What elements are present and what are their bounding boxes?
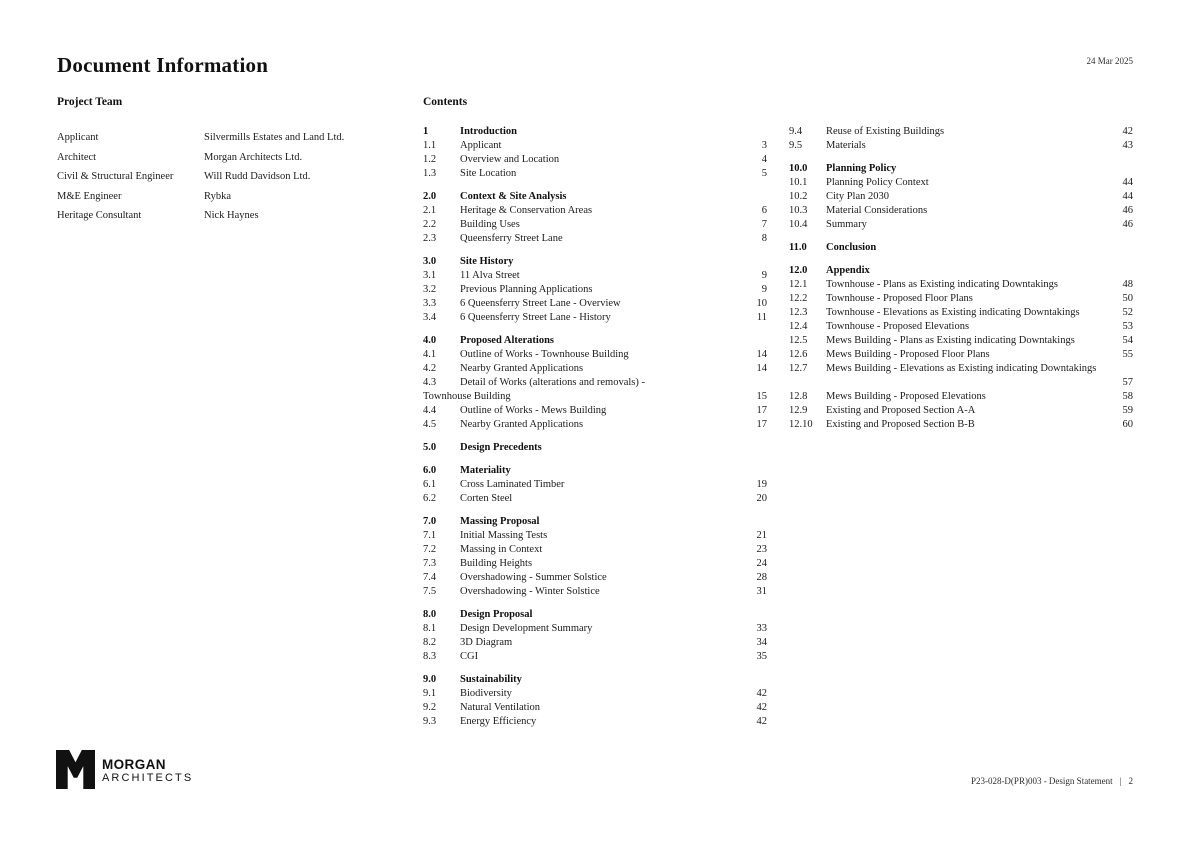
toc-item-title: Material Considerations [826,205,928,216]
toc-item-page: 15 [756,391,767,402]
toc-item-number: 8.2 [423,637,437,648]
toc-item-title: Materials [826,140,866,151]
toc-item-page: 44 [1122,191,1133,202]
toc-item-number: 4.4 [423,405,437,416]
toc-item-page: 33 [756,623,767,634]
toc-section-title: Context & Site Analysis [460,191,567,202]
toc-item [423,348,767,362]
toc-item-number: 3.2 [423,284,437,295]
toc-item [423,622,767,636]
toc-item-number: 9.5 [789,140,803,151]
toc-item [789,362,1133,390]
team-name: Rybka [204,190,231,202]
toc-item-title: CGI [460,651,479,662]
toc-item-number: 12.7 [789,363,808,374]
toc-item-number: 4.1 [423,349,437,360]
toc-item [423,492,767,506]
toc-item-page: 17 [756,405,767,416]
toc-item-title: 11 Alva Street [460,270,520,281]
toc-item-page: 46 [1122,219,1133,230]
toc-item [423,232,767,246]
toc-item [789,320,1133,334]
toc-item [423,376,767,404]
toc-section-header [789,264,1133,278]
toc-item-page: 24 [756,558,767,569]
toc-item-title: Massing in Context [460,544,543,555]
toc-item [423,311,767,325]
toc-item-title: Initial Massing Tests [460,530,548,541]
toc-item [789,176,1133,190]
toc-item-number: 12.10 [789,419,813,430]
toc-column-2 [789,125,1133,432]
toc-section-number: 3.0 [423,256,437,267]
toc-item [423,297,767,311]
toc-item-title-line2: Townhouse Building [423,391,511,402]
toc-item-page: 17 [756,419,767,430]
toc-item-title: Energy Efficiency [460,716,537,727]
toc-section-number: 9.0 [423,674,437,685]
toc-item-title: Design Development Summary [460,623,593,634]
toc-item-page: 19 [756,479,767,490]
project-team-heading: Project Team [57,96,123,108]
toc-item-page: 48 [1122,279,1133,290]
toc-section-number: 5.0 [423,442,437,453]
toc-item-page: 53 [1122,321,1133,332]
toc-item-title: Previous Planning Applications [460,284,593,295]
toc-item-number: 3.1 [423,270,437,281]
toc-item [423,283,767,297]
project-team-list [57,131,401,229]
toc-item-number: 3.4 [423,312,437,323]
toc-item-number: 8.3 [423,651,437,662]
toc-item [789,125,1133,139]
toc-item-number: 1.3 [423,168,437,179]
toc-section-header [789,241,1133,255]
toc-item-title: Building Heights [460,558,533,569]
toc-item-title: Detail of Works (alterations and removals) - [460,377,645,388]
toc-item-number: 1.1 [423,140,437,151]
toc-item-number: 12.4 [789,321,808,332]
toc-item-page: 9 [761,284,767,295]
toc-section-number: 11.0 [789,242,807,253]
toc-section-header [423,464,767,478]
toc-item-title: Heritage & Conservation Areas [460,205,593,216]
toc-item-page: 43 [1122,140,1133,151]
toc-item-title: Nearby Granted Applications [460,419,584,430]
toc-item-title: Applicant [460,140,502,151]
toc-item-page: 42 [756,702,767,713]
toc-item-number: 12.8 [789,391,808,402]
footer [971,776,1133,786]
toc-item-number: 9.4 [789,126,803,137]
toc-section-number: 4.0 [423,335,437,346]
toc-item-page: 50 [1122,293,1133,304]
toc-section-title: Appendix [826,265,870,276]
toc-item [423,218,767,232]
toc-section-title: Design Proposal [460,609,533,620]
toc-item-title: Biodiversity [460,688,512,699]
toc-item-page: 57 [1122,377,1133,388]
toc-item [423,557,767,571]
toc-section-header [423,441,767,455]
toc-section-header [789,162,1133,176]
toc-item-number: 7.3 [423,558,437,569]
page-title: Document Information [57,53,269,77]
toc-item-title: 6 Queensferry Street Lane - History [460,312,611,323]
toc-item-number: 7.1 [423,530,437,541]
toc-item-title: Planning Policy Context [826,177,929,188]
toc-item-page: 58 [1122,391,1133,402]
toc-item-title: 6 Queensferry Street Lane - Overview [460,298,621,309]
toc-item [423,543,767,557]
toc-item-page: 5 [761,168,767,179]
toc-item-number: 4.5 [423,419,437,430]
toc-item-title: Townhouse - Proposed Floor Plans [826,293,973,304]
toc-section-title: Massing Proposal [460,516,540,527]
team-role: M&E Engineer [57,190,122,202]
toc-item-title: Mews Building - Proposed Elevations [826,391,986,402]
toc-item [423,571,767,585]
toc-item-number: 2.1 [423,205,437,216]
team-name: Nick Haynes [204,210,259,221]
toc-item-number: 7.4 [423,572,437,583]
toc-item-number: 4.3 [423,377,437,388]
toc-section-number: 2.0 [423,191,437,202]
team-role: Applicant [57,132,99,143]
toc-section-title: Sustainability [460,674,522,685]
toc-item-title: Mews Building - Plans as Existing indicating Downtakings [826,335,1075,346]
toc-item-page: 14 [756,349,767,360]
toc-item [423,269,767,283]
toc-section-title: Site History [460,256,514,267]
toc-section-header [423,515,767,529]
toc-item-title: Outline of Works - Mews Building [460,405,607,416]
toc-item-title: Overshadowing - Summer Solstice [460,572,607,583]
toc-item-page: 23 [756,544,767,555]
toc-item [789,278,1133,292]
toc-item-page: 46 [1122,205,1133,216]
toc-section-number: 1 [423,126,429,137]
toc-section-title: Conclusion [826,242,877,253]
toc-item [423,167,767,181]
toc-item-number: 4.2 [423,363,437,374]
toc-item-number: 12.1 [789,279,808,290]
toc-section-number: 6.0 [423,465,437,476]
toc-item [423,687,767,701]
toc-item-page: 10 [756,298,767,309]
toc-item-page: 34 [756,637,767,648]
toc-item [423,153,767,167]
toc-section-title: Planning Policy [826,163,897,174]
toc-item [423,636,767,650]
date: 24 Mar 2025 [1086,56,1133,66]
toc-item-page: 59 [1122,405,1133,416]
toc-item [789,348,1133,362]
toc-item-number: 6.1 [423,479,437,490]
toc-item-title: Corten Steel [460,493,513,504]
toc-item-title: Existing and Proposed Section A-A [826,405,976,416]
team-role: Architect [57,151,97,163]
toc-section-number: 10.0 [789,163,808,174]
toc-item [789,306,1133,320]
toc-item-title: Outline of Works - Townhouse Building [460,349,629,360]
team-name: Silvermills Estates and Land Ltd. [204,132,345,143]
toc-item-number: 12.9 [789,405,808,416]
toc-item-page: 42 [756,716,767,727]
toc-item [789,334,1133,348]
toc-item-number: 12.6 [789,349,808,360]
toc-item-title: Building Uses [460,219,520,230]
team-role: Civil & Structural Engineer [57,171,174,182]
toc-item-page: 21 [756,530,767,541]
toc-item-number: 2.3 [423,233,437,244]
toc-section-number: 7.0 [423,516,437,527]
toc-item-title: Existing and Proposed Section B-B [826,419,975,430]
toc-item [423,139,767,153]
toc-item-page: 60 [1122,419,1133,430]
toc-item-number: 10.2 [789,191,808,202]
team-row [57,170,401,184]
toc-item-page: 31 [756,586,767,597]
toc-item-page: 7 [761,219,767,230]
toc-item-page: 6 [761,205,767,216]
team-role: Heritage Consultant [57,210,142,221]
footer-reference: P23-028-D(PR)003 - Design Statement [970,776,1113,786]
toc-item [423,529,767,543]
toc-item-page: 8 [761,233,767,244]
toc-item-number: 12.2 [789,293,808,304]
morgan-m-icon [56,750,95,789]
footer-page-number: 2 [1128,776,1133,786]
team-row [57,209,401,223]
toc-item-title: Reuse of Existing Buildings [826,126,945,137]
toc-item [789,418,1133,432]
toc-item-page: 14 [756,363,767,374]
toc-item-number: 3.3 [423,298,437,309]
team-row [57,131,401,145]
toc-item [789,218,1133,232]
toc-section-header [423,673,767,687]
toc-item-number: 12.5 [789,335,808,346]
toc-item-number: 12.3 [789,307,808,318]
toc-section-header [423,608,767,622]
toc-item-page: 35 [756,651,767,662]
team-row [57,151,401,165]
toc-item-number: 2.2 [423,219,437,230]
toc-item-title: Cross Laminated Timber [460,479,565,490]
toc-section-title: Introduction [460,126,517,137]
toc-item-page: 44 [1122,177,1133,188]
toc-item [423,204,767,218]
toc-item-title: Mews Building - Proposed Floor Plans [826,349,990,360]
toc-item-title: Queensferry Street Lane [460,233,563,244]
toc-section-header [423,190,767,204]
toc-item-title: Townhouse - Elevations as Existing indicating Downtakings [826,307,1080,318]
toc-item-title: Nearby Granted Applications [460,363,584,374]
toc-item-number: 10.4 [789,219,808,230]
toc-item-number: 7.5 [423,586,437,597]
team-name: Will Rudd Davidson Ltd. [204,171,311,182]
toc-item [423,404,767,418]
toc-item-number: 1.2 [423,154,437,165]
toc-item [789,139,1133,153]
toc-item-number: 7.2 [423,544,437,555]
toc-item-title: Townhouse - Plans as Existing indicating Downtakings [826,279,1058,290]
toc-item-title: Overview and Location [460,154,560,165]
logo-text [102,758,193,784]
toc-item-number: 9.2 [423,702,437,713]
toc-item-number: 6.2 [423,493,437,504]
toc-item-title: Overshadowing - Winter Solstice [460,586,600,597]
toc-section-header [423,255,767,269]
toc-section-title: Design Precedents [460,442,542,453]
toc-item-page: 28 [756,572,767,583]
toc-item-title-line2 [789,376,1115,390]
toc-item-page: 9 [761,270,767,281]
toc-item-title: Natural Ventilation [460,702,540,713]
toc-section-number: 12.0 [789,265,808,276]
toc-item-page: 3 [761,140,767,151]
toc-item-number: 8.1 [423,623,437,634]
footer-separator: | [1119,776,1122,786]
toc-item [423,418,767,432]
toc-section-header [423,334,767,348]
toc-section-title: Materiality [460,465,511,476]
toc-item [789,190,1133,204]
toc-item-page: 42 [1122,126,1133,137]
toc-column-1 [423,125,767,729]
toc-item [789,292,1133,306]
toc-item-title: 3D Diagram [460,637,513,648]
toc-item-title: Summary [826,219,867,230]
contents-heading: Contents [423,96,468,108]
toc-item-page: 4 [761,154,767,165]
team-name: Morgan Architects Ltd. [204,151,303,163]
toc-item-number: 9.3 [423,716,437,727]
toc-item [423,715,767,729]
logo-name: MORGAN [102,757,166,772]
toc-item-page: 55 [1122,349,1133,360]
toc-item-page: 52 [1122,307,1133,318]
toc-item-title: Site Location [460,168,517,179]
toc-item-page: 11 [756,312,767,323]
toc-item-title: Townhouse - Proposed Elevations [826,321,970,332]
team-row [57,190,401,204]
toc-item [789,404,1133,418]
toc-item-number: 10.3 [789,205,808,216]
toc-item [423,585,767,599]
toc-item [789,204,1133,218]
toc-item-page: 42 [756,688,767,699]
toc-item [423,478,767,492]
toc-item [423,701,767,715]
logo-subtitle: ARCHITECTS [102,772,194,784]
toc-item-page: 20 [756,493,767,504]
toc-item-page: 54 [1122,335,1133,346]
toc-item-title: Mews Building - Elevations as Existing indicating Downtakings [826,363,1097,374]
toc-item-number: 10.1 [789,177,808,188]
toc-item-number: 9.1 [423,688,437,699]
toc-section-number: 8.0 [423,609,437,620]
logo [56,750,193,789]
toc-item [789,390,1133,404]
toc-item-title: City Plan 2030 [826,191,890,202]
toc-section-header [423,125,767,139]
toc-item [423,362,767,376]
toc-section-title: Proposed Alterations [460,335,555,346]
toc-item [423,650,767,664]
